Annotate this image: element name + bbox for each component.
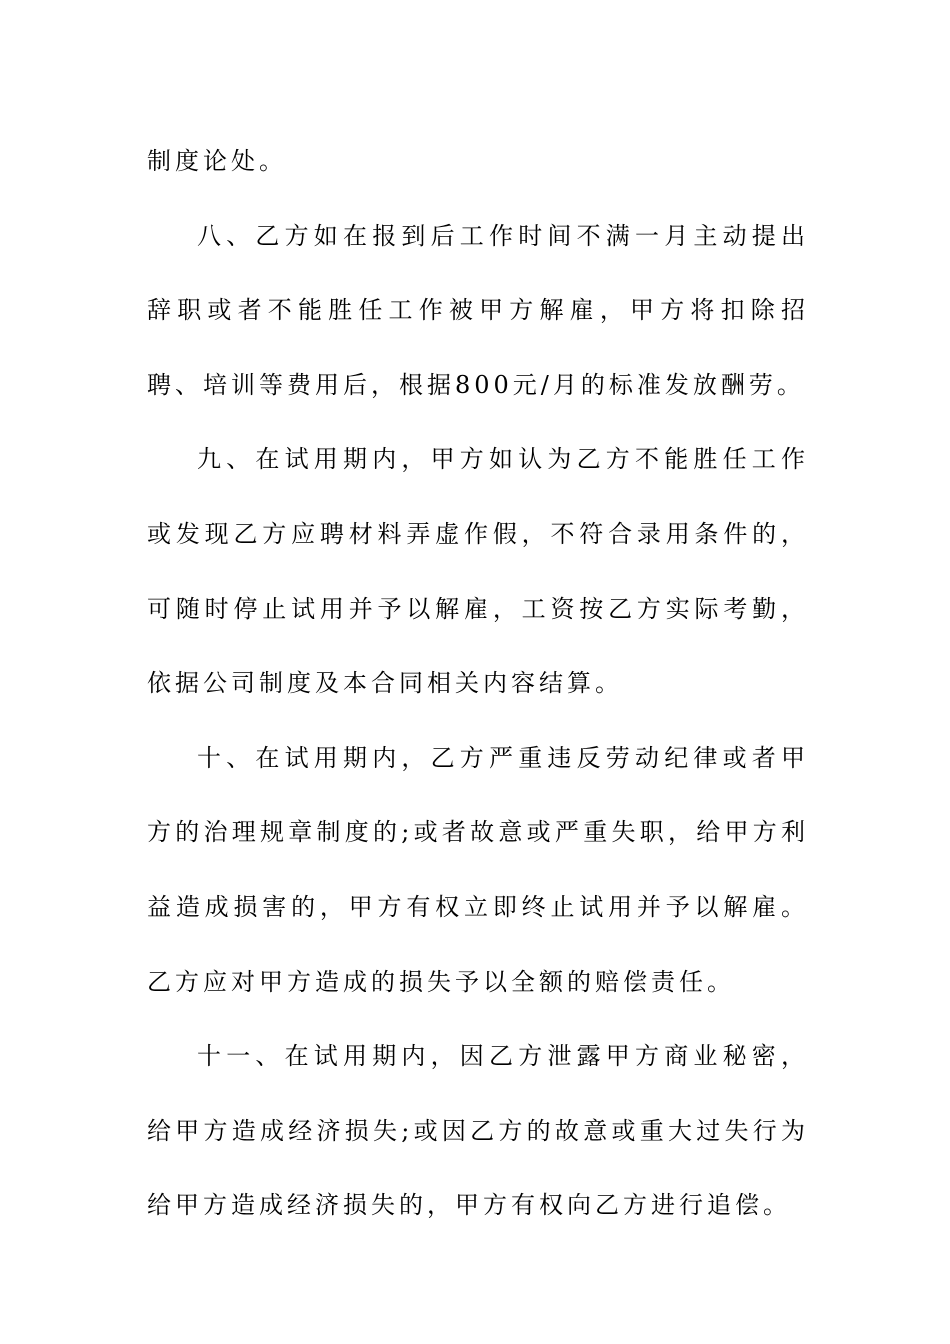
paragraph-clause-9: 九、在试用期内，甲方如认为乙方不能胜任工作或发现乙方应聘材料弄虚作假，不符合录用条件的，可随时停止试用并予以解雇，工资按乙方实际考勤，依据公司制度及本合同相关内容结算。 [147,445,809,698]
paragraph-clause-8: 八、乙方如在报到后工作时间不满一月主动提出辞职或者不能胜任工作被甲方解雇，甲方将扣除招聘、培训等费用后，根据800元/月的标准发放酬劳。 [147,221,809,399]
paragraph-continuation: 制度论处。 [147,147,287,175]
document-body [147,124,809,1243]
paragraph-clause-11: 十一、在试用期内，因乙方泄露甲方商业秘密，给甲方造成经济损失;或因乙方的故意或重大过失行为给甲方造成经济损失的，甲方有权向乙方进行追偿。 [147,1042,809,1220]
paragraph-clause-10: 十、在试用期内，乙方严重违反劳动纪律或者甲方的治理规章制度的;或者故意或严重失职，给甲方利益造成损害的，甲方有权立即终止试用并予以解雇。乙方应对甲方造成的损失予以全额的赔偿责任。 [147,743,809,996]
